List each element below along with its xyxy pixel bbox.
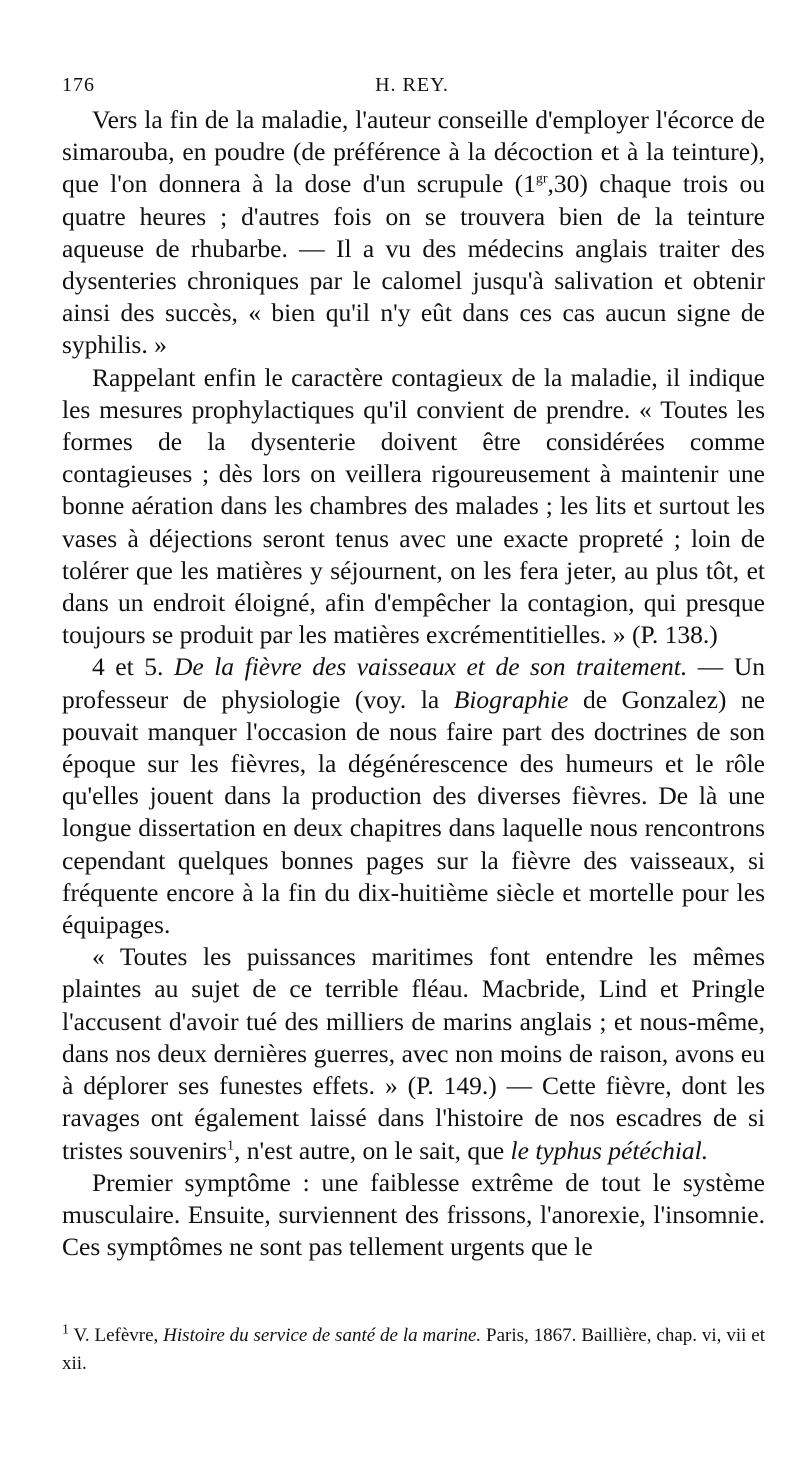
paragraph-text: de Gonzalez) ne pouvait manquer l'occasion de nous faire part des doctrines de son époque sur les fièvres, la dégénérescence des humeurs et le rôle qu'elles jouent dans la production des diverses fièvres. De là une longue dissertation en deux chapitres dans laquelle nous rencontrons cependant quelques bonnes pages sur la fièvre des vaisseaux, si fréquente encore à la fin du dix-huitième siècle et mortelle pour les équipages. — [62, 684, 765, 940]
paragraph-text: ,30) chaque trois ou quatre heures ; d'autres fois on se trouvera bien de la teinture aqueuse de rhubarbe. — Il a vu des médecins anglais traiter des dysenteries chroniques par le calomel jusqu'à salivation et obtenir ainsi des succès, « bien qu'il n'y eût dans ces cas aucun signe de syphilis. » — [62, 169, 766, 360]
paragraph-first-symptom — [62, 1167, 765, 1264]
body-text — [62, 104, 765, 1263]
footnote — [62, 1322, 765, 1378]
paragraph-fever-vessels — [62, 651, 765, 941]
paragraph-text: Rappelant enfin le caractère contagieux de la maladie, il indique les mesures prophylactiques qu'il convient de prendre. « Toutes les formes de la dysenterie doivent être considérées comme contagieuses ; dès lors on veillera rigoureusement à maintenir une bonne aération dans les chambres des malades ; les lits et surtout les vases à déjections seront tenus avec une exacte propreté ; loin de tolérer que les matières y séjournent, on les fera jeter, au plus tôt, et dans un endroit éloigné, afin d'empêcher la contagion, qui presque toujours se produit par les matières excrémentitielles. » (P. 138.) — [62, 362, 765, 650]
paragraph-text: Premier symptôme : une faiblesse extrême de tout le système musculaire. Ensuite, surviennent des frissons, l'anorexie, l'insomnie. Ces symptômes ne sont pas tellement urgents que le — [62, 1167, 765, 1262]
page-number: 176 — [62, 74, 95, 96]
paragraph-maritime-powers — [62, 941, 765, 1166]
section-title: De la fièvre des vaisseaux et de son traitement. — [173, 652, 688, 682]
footnote-text: V. Lefèvre, — [69, 1325, 164, 1346]
footnote-mark: 1 — [62, 1322, 69, 1338]
paragraph-simarouba — [62, 104, 765, 362]
paragraph-text: « Toutes les puissances maritimes font entendre les mêmes plaintes au sujet de ce terrible fléau. Macbride, Lind et Pringle l'accusent d'avoir tué des milliers de marins anglais ; et nous-même, dans nos deux dernières guerres, avec non moins de raison, avons eu à déplorer ses funestes effets. » (P. 149.) — Cette fièvre, dont les ravages ont également laissé dans l'histoire de nos escadres de si tristes souvenirs — [62, 942, 765, 1165]
paragraph-text: , n'est autre, on le sait, que — [234, 1135, 511, 1165]
italic-term: le typhus pétéchial. — [510, 1135, 709, 1165]
italic-term: Biographie — [453, 684, 569, 714]
paragraph-text: — Un professeur de physiologie (voy. la — [62, 652, 766, 714]
paragraph-prophylaxis — [62, 362, 765, 652]
footnote-reference: 1 — [227, 1138, 235, 1153]
page-header — [62, 74, 762, 100]
footnote-title: Histoire du service de santé de la marine. — [163, 1325, 482, 1346]
paragraph-text: Vers la fin de la maladie, l'auteur conseille d'employer l'écorce de simarouba, en poudre (de préférence à la décoction et à la teinture), que l'on donnera à la dose d'un scrupule (1 — [62, 105, 765, 199]
superscript-unit: gr — [535, 171, 548, 187]
paragraph-text: 4 et 5. — [92, 652, 174, 682]
footnote-text: Paris, 1867. Baillière, chap. vi, vii et xii. — [62, 1325, 765, 1374]
running-head: H. REY. — [375, 74, 449, 96]
